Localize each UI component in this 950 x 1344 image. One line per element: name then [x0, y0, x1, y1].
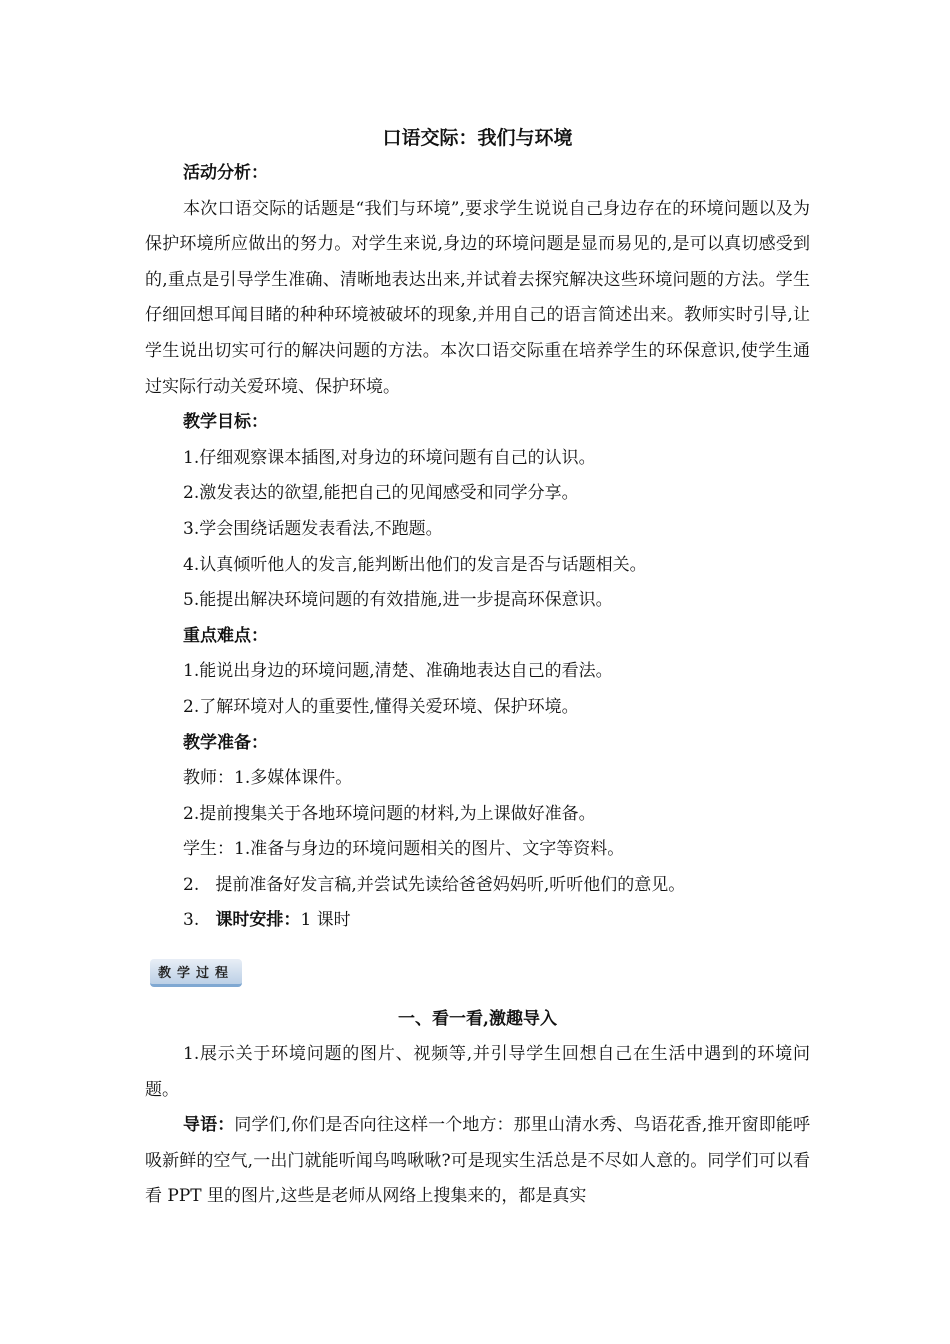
goal-item: 2.激发表达的欲望,能把自己的见闻感受和同学分享。 [183, 483, 579, 504]
page-title: 口语交际：我们与环境 [382, 127, 573, 149]
schedule-label: 课时安排： [215, 910, 301, 931]
intro-label: 导语： [183, 1115, 235, 1136]
prep-heading: 教学准备： [183, 732, 268, 753]
goal-item: 1.仔细观察课本插图,对身边的环境问题有自己的认识。 [183, 447, 596, 468]
goals-heading: 教学目标： [183, 412, 268, 433]
document-body [145, 120, 810, 1215]
keypoint-item: 2.了解环境对人的重要性,懂得关爱环境、保护环境。 [183, 696, 579, 717]
intro-paragraph [145, 1108, 810, 1215]
keypoints-heading: 重点难点： [183, 625, 268, 646]
schedule-number: 3. [183, 910, 216, 931]
section-1-paragraph: 1.展示关于环境问题的图片、视频等,并引导学生回想自己在生活中遇到的环境问题。 [145, 1044, 810, 1100]
analysis-heading: 活动分析： [183, 163, 268, 183]
keypoint-item: 1.能说出身边的环境问题,清楚、准确地表达自己的看法。 [183, 661, 613, 682]
prep-student-2: 2. 提前准备好发言稿,并尝试先读给爸爸妈妈听,听听他们的意见。 [183, 874, 686, 895]
goal-item: 5.能提出解决环境问题的有效措施,进一步提高环保意识。 [183, 590, 613, 611]
prep-teacher-1: 教师：1.多媒体课件。 [183, 768, 353, 789]
goal-item: 3.学会围绕话题发表看法,不跑题。 [183, 518, 443, 539]
teaching-process-banner: 教学过程 [150, 959, 242, 987]
goal-item: 4.认真倾听他人的发言,能判断出他们的发言是否与话题相关。 [183, 554, 647, 575]
schedule-line [145, 903, 810, 939]
prep-student-1: 学生：1.准备与身边的环境问题相关的图片、文字等资料。 [183, 839, 625, 860]
prep-teacher-2: 2.提前搜集关于各地环境问题的材料,为上课做好准备。 [183, 803, 596, 824]
section-1-heading: 一、看一看,激趣导入 [398, 1009, 557, 1030]
intro-text: 同学们,你们是否向往这样一个地方：那里山清水秀、鸟语花香,推开窗即能呼吸新鲜的空气,一出门就能听闻鸟鸣啾啾?可是现实生活总是不尽如人意的。同学们可以看看 PPT 里的图片,这些是老师从网络上搜集来的，都是真实 [145, 1115, 810, 1207]
schedule-value: 1 课时 [300, 910, 351, 931]
analysis-paragraph: 本次口语交际的话题是“我们与环境”,要求学生说说自己身边存在的环境问题以及为保护环境所应做出的努力。对学生来说,身边的环境问题是显而易见的,是可以真切感受到的,重点是引导学生准确、清晰地表达出来,并试着去探究解决这些环境问题的方法。学生仔细回想耳闻目睹的种种环境被破坏的现象,并用自己的语言简述出来。教师实时引导,让学生说出切实可行的解决问题的方法。本次口语交际重在培养学生的环保意识,使学生通过实际行动关爱环境、保护环境。 [145, 198, 810, 397]
